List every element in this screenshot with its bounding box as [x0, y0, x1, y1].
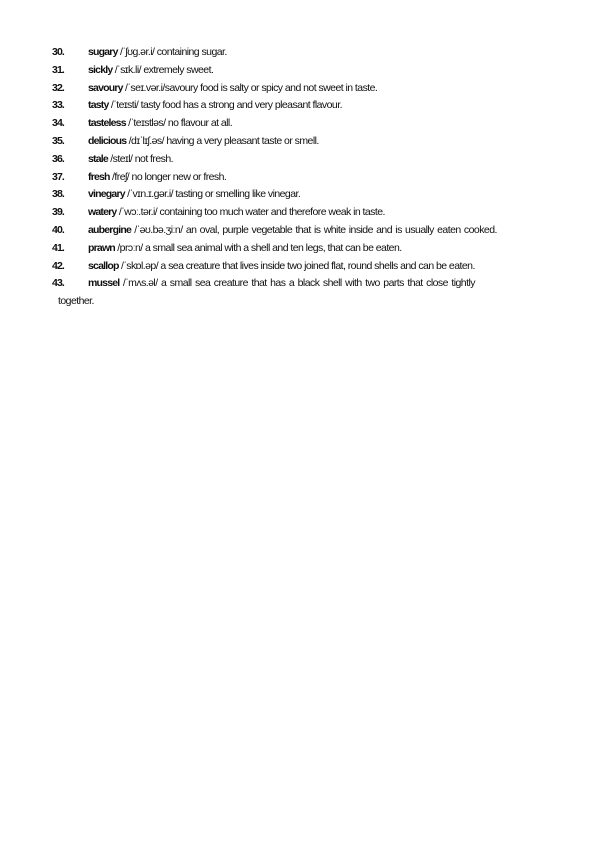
vocabulary-entry	[52, 133, 560, 151]
entry-number: 31.	[52, 63, 64, 76]
vocabulary-entry	[52, 275, 560, 311]
entry-number: 34.	[52, 117, 64, 130]
entry-number: 37.	[52, 170, 64, 183]
entry-number: 39.	[52, 206, 64, 219]
entry-definition: /ˈteɪstləs/ no flavour at all.	[125, 117, 233, 130]
vocabulary-list	[52, 44, 560, 311]
entry-number: 30.	[52, 46, 64, 58]
entry-definition: /prɔːn/ a small sea animal with a shell and ten legs, that can be eaten.	[114, 241, 402, 254]
entry-definition: /ˈmʌs.əl/ a small sea creature that has a black shell with two parts that close tightly	[119, 277, 475, 290]
entry-number: 42.	[52, 259, 64, 272]
entry-word: aubergine	[88, 223, 131, 236]
entry-word: delicious	[88, 134, 127, 147]
entry-number: 35.	[52, 134, 64, 147]
entry-definition: /ˈteɪsti/ tasty food has a strong and very pleasant flavour.	[108, 99, 342, 112]
entry-word: sugary	[88, 46, 118, 58]
vocabulary-entry	[52, 97, 560, 115]
entry-number: 38.	[52, 188, 64, 201]
entry-word: scallop	[88, 259, 119, 272]
entry-definition: /ˈəʊ.bə.ʒiːn/ an oval, purple vegetable that is white inside and is usually eaten cooked.	[130, 223, 497, 236]
entry-word: prawn	[88, 241, 115, 254]
entry-number: 32.	[52, 81, 64, 94]
vocabulary-entry	[52, 204, 560, 222]
vocabulary-entry	[52, 222, 560, 240]
entry-first-line	[52, 275, 560, 293]
entry-word: vinegary	[88, 188, 125, 201]
entry-definition: /steɪl/ not fresh.	[107, 152, 174, 165]
entry-definition: /ˈʃʊɡ.ər.i/ containing sugar.	[117, 46, 227, 58]
vocabulary-entry	[52, 80, 560, 98]
entry-word: stale	[88, 152, 108, 165]
entry-number: 40.	[52, 223, 64, 236]
vocabulary-entry	[52, 186, 560, 204]
entry-definition: /ˈwɔː.tər.i/ containing too much water and therefore weak in taste.	[116, 206, 385, 219]
vocabulary-entry	[52, 258, 560, 276]
entry-definition: /ˈskɒl.əp/ a sea creature that lives inside two joined flat, round shells and can be eaten.	[118, 259, 475, 272]
entry-word: tasty	[88, 99, 109, 112]
entry-word: watery	[88, 206, 117, 219]
entry-definition: /ˈsɪk.li/ extremely sweet.	[112, 63, 214, 76]
vocabulary-entry	[52, 169, 560, 187]
vocabulary-entry	[52, 62, 560, 80]
entry-definition: /freʃ/ no longer new or fresh.	[109, 170, 227, 183]
vocabulary-entry	[52, 115, 560, 133]
entry-word: sickly	[88, 63, 113, 76]
entry-word: savoury	[88, 81, 123, 94]
vocabulary-entry	[52, 151, 560, 169]
entry-definition: /dɪˈlɪʃ.əs/ having a very pleasant taste or smell.	[126, 134, 319, 147]
entry-word: tasteless	[88, 117, 126, 130]
entry-word: mussel	[88, 277, 120, 290]
entry-word: fresh	[88, 170, 110, 183]
vocabulary-entry	[52, 240, 560, 258]
vocabulary-entry	[52, 44, 560, 62]
entry-definition: /ˈseɪ.vər.i/savoury food is salty or spicy and not sweet in taste.	[122, 81, 378, 94]
entry-number: 43.	[52, 277, 64, 290]
entry-number: 33.	[52, 99, 64, 112]
entry-continuation: together.	[58, 295, 94, 308]
entry-number: 41.	[52, 241, 64, 254]
entry-number: 36.	[52, 152, 64, 165]
entry-definition: /ˈvɪn.ɪ.ɡər.i/ tasting or smelling like vinegar.	[124, 188, 301, 201]
